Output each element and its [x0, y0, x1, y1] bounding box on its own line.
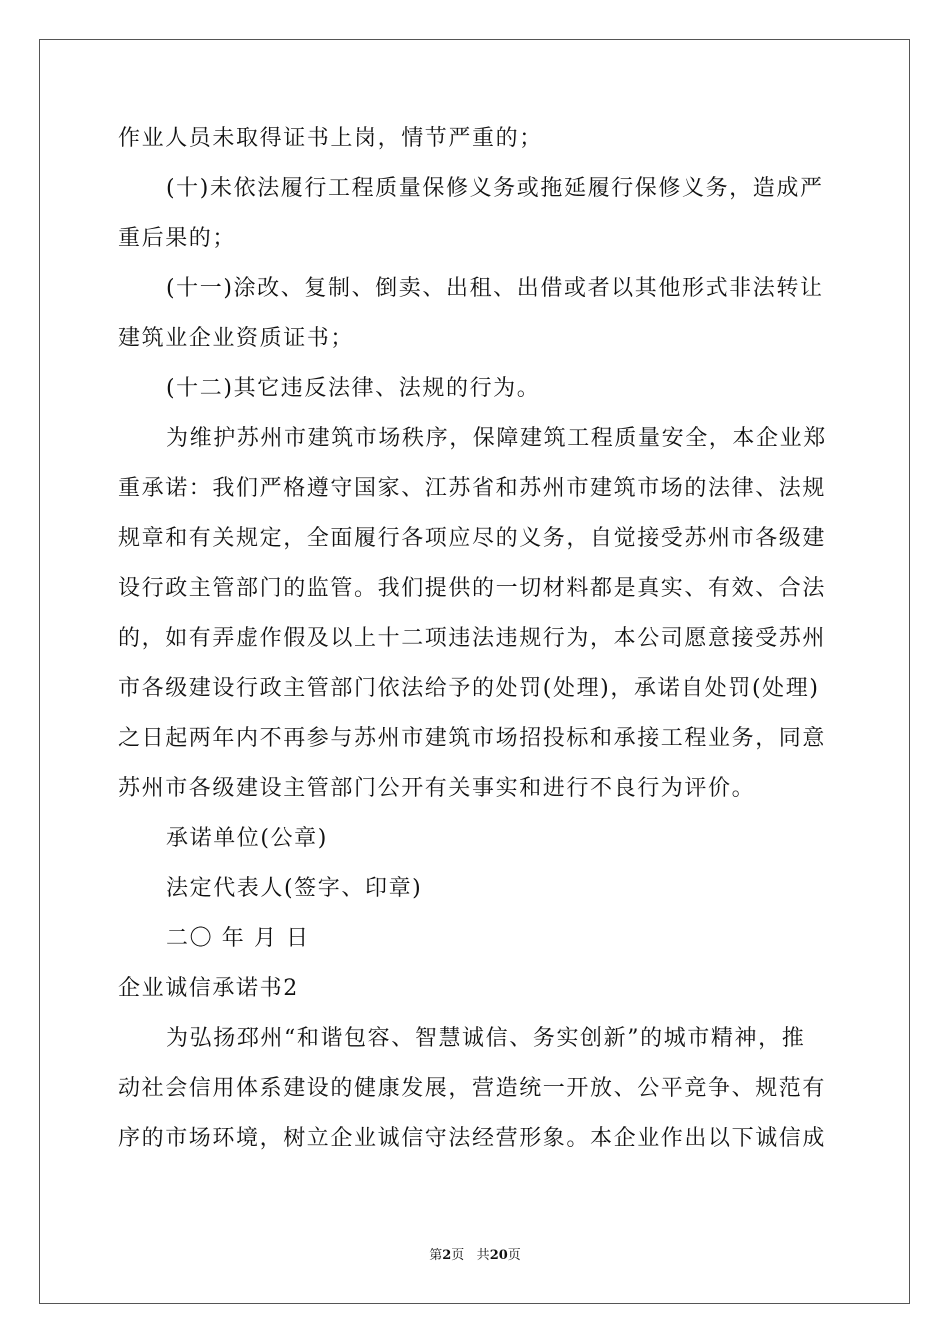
text-line: 重后果的； [118, 226, 237, 251]
text-line: 作业人员未取得证书上岗，情节严重的； [118, 126, 543, 151]
section-heading: 企业诚信承诺书2 [118, 976, 299, 1001]
text-line: 为维护苏州市建筑市场秩序，保障建筑工程质量安全，本企业郑 [166, 426, 827, 451]
document-body [118, 128, 834, 1178]
text-line: 设行政主管部门的监管。我们提供的一切材料都是真实、有效、合法 [118, 576, 827, 601]
footer-total-pages: 20 [489, 1248, 508, 1263]
page-footer [0, 1248, 950, 1264]
footer-page-prefix: 第 [429, 1248, 443, 1263]
text-line: (十一)涂改、复制、倒卖、出租、出借或者以其他形式非法转让 [166, 276, 824, 301]
footer-page-unit: 页 [451, 1248, 465, 1263]
text-line: 的，如有弄虚作假及以上十二项违法违规行为，本公司愿意接受苏州 [118, 626, 827, 651]
text-line: 之日起两年内不再参与苏州市建筑市场招投标和承接工程业务，同意 [118, 726, 827, 751]
text-line: 苏州市各级建设主管部门公开有关事实和进行不良行为评价。 [118, 776, 756, 801]
text-line: (十)未依法履行工程质量保修义务或拖延履行保修义务，造成严 [166, 176, 824, 201]
text-line: 重承诺：我们严格遵守国家、江苏省和苏州市建筑市场的法律、法规 [118, 476, 827, 501]
text-line: (十二)其它违反法律、法规的行为。 [166, 376, 541, 401]
text-line: 法定代表人(签字、印章) [166, 876, 423, 901]
text-line: 规章和有关规定，全面履行各项应尽的义务，自觉接受苏州市各级建 [118, 526, 827, 551]
text-line: 承诺单位(公章) [166, 826, 328, 851]
text-line: 动社会信用体系建设的健康发展，营造统一开放、公平竞争、规范有 [118, 1076, 827, 1101]
text-line: 建筑业企业资质证书； [118, 326, 355, 351]
text-line: 二〇 年 月 日 [166, 926, 310, 951]
text-line: 市各级建设行政主管部门依法给予的处罚(处理)，承诺自处罚(处理) [118, 676, 820, 701]
footer-total-prefix: 共 [476, 1248, 490, 1263]
text-line: 为弘扬邳州“和谐包容、智慧诚信、务实创新”的城市精神，推 [166, 1026, 806, 1051]
footer-total-unit: 页 [507, 1248, 521, 1263]
text-line: 序的市场环境，树立企业诚信守法经营形象。本企业作出以下诚信成 [118, 1126, 827, 1151]
footer-page-number: 2 [442, 1248, 452, 1263]
